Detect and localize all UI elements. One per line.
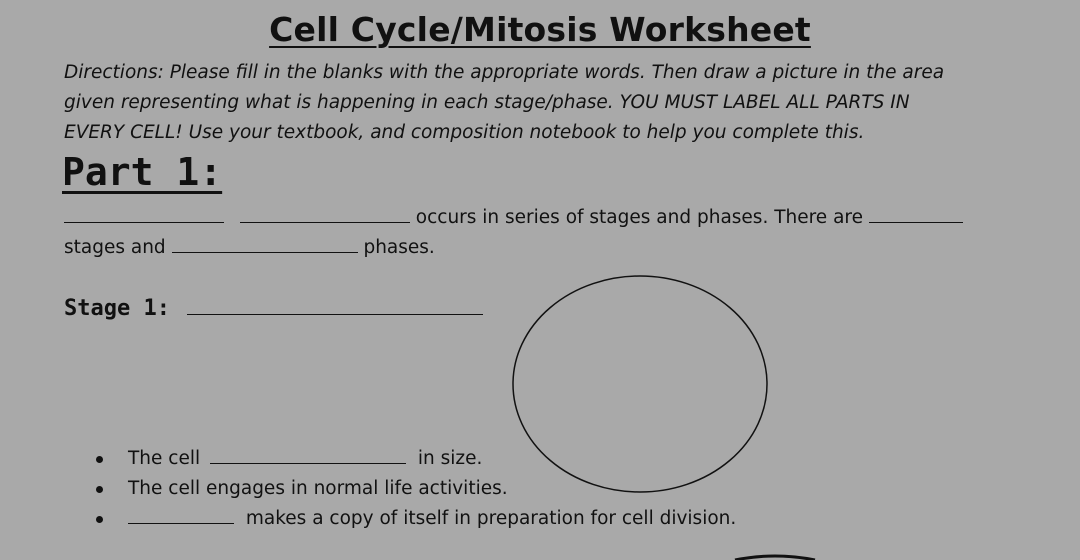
bullet-1-suffix: in size. <box>417 448 483 469</box>
list-item <box>92 474 736 504</box>
directions-line-2: given representing what is happening in each stage/phase. YOU MUST LABEL ALL PARTS IN <box>64 92 910 113</box>
stage-1-bullet-list <box>92 444 736 534</box>
directions-line-1: Directions: Please fill in the blanks with the appropriate words. Then draw a picture in the area <box>64 62 945 83</box>
list-item <box>92 504 736 534</box>
bullet-dot <box>96 516 103 523</box>
bullet-1-prefix: The cell <box>128 448 201 469</box>
sentence-text-a: occurs in series of stages and phases. There are <box>415 207 863 228</box>
bullet-dot <box>96 456 103 463</box>
list-item <box>92 444 736 474</box>
bullet-dot <box>96 486 103 493</box>
part-1-heading: Part 1: <box>62 150 223 194</box>
sentence-text-b: stages and <box>64 237 166 258</box>
directions-line-3: EVERY CELL! Use your textbook, and composition notebook to help you complete this. <box>64 122 865 143</box>
bullet-3-suffix: makes a copy of itself in preparation for cell division. <box>245 508 737 529</box>
bullet-1-blank[interactable] <box>210 447 406 464</box>
worksheet-title-text: Cell Cycle/Mitosis Worksheet <box>269 10 811 49</box>
next-drawing-circle-edge <box>735 556 815 560</box>
bullet-2-text: The cell engages in normal life activities. <box>128 478 508 499</box>
stage-1-label: Stage 1: <box>64 296 170 321</box>
sentence-text-c: phases. <box>363 237 435 258</box>
bullet-3-blank[interactable] <box>128 507 234 524</box>
